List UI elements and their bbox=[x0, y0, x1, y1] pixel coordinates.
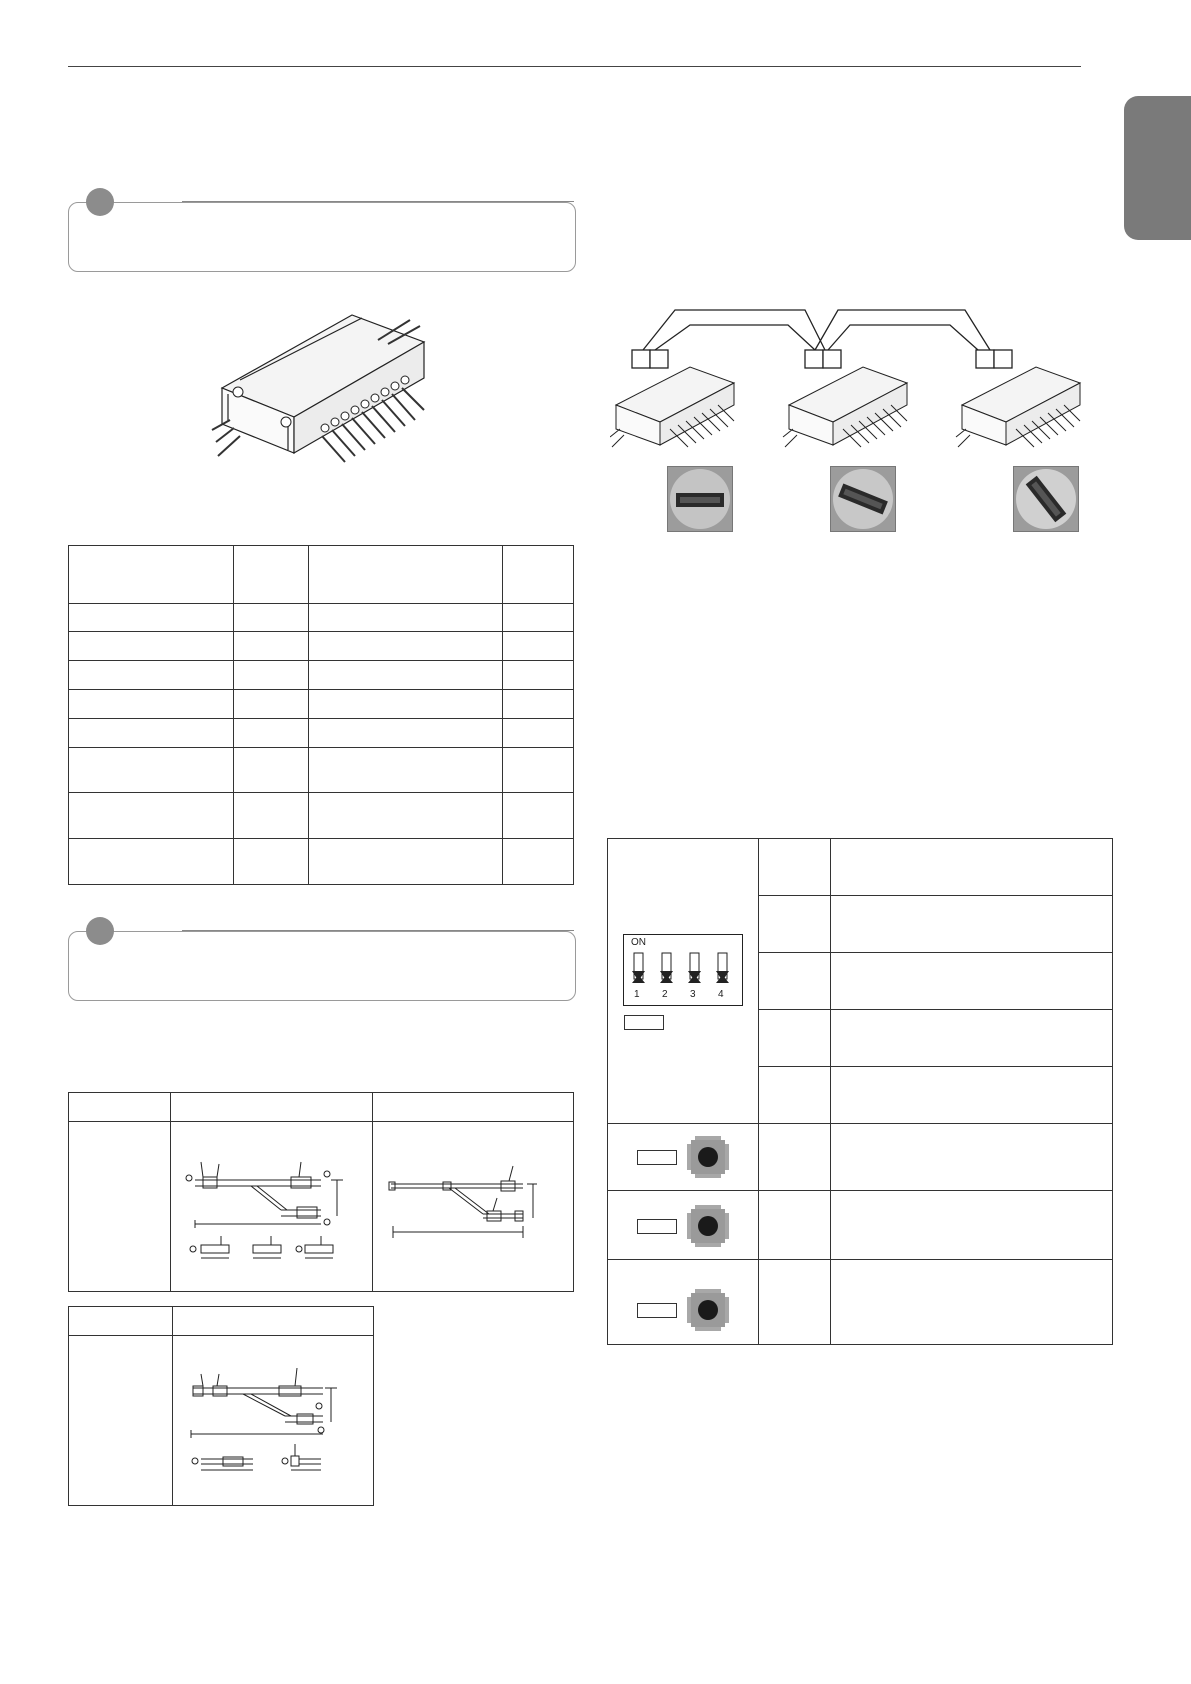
branch-pipe-drawing-3 bbox=[173, 1336, 374, 1506]
knob-row-1 bbox=[608, 1124, 759, 1191]
note-1-header-line bbox=[182, 201, 574, 202]
dip-number-2: 2 bbox=[662, 989, 668, 1000]
header-rule bbox=[68, 66, 1081, 67]
note-2-header-line bbox=[182, 930, 574, 931]
indoor-unit-illustration bbox=[210, 310, 430, 470]
rotary-switch-photo-1 bbox=[667, 466, 733, 532]
knob-row-2 bbox=[608, 1191, 759, 1260]
knob-row-3 bbox=[608, 1260, 759, 1345]
rotary-switch-photo-3 bbox=[1013, 466, 1079, 532]
spec-table bbox=[68, 545, 574, 885]
note-box-2 bbox=[68, 931, 576, 1001]
note-1-icon bbox=[86, 188, 114, 216]
knob-label-box-3 bbox=[637, 1303, 677, 1318]
branch-pipe-table-2 bbox=[68, 1306, 374, 1506]
rotary-knob-icon-2[interactable] bbox=[687, 1205, 729, 1247]
note-2-icon bbox=[86, 917, 114, 945]
rotary-knob-icon-1[interactable] bbox=[687, 1136, 729, 1178]
knob-label-box-2 bbox=[637, 1219, 677, 1234]
note-box-1 bbox=[68, 202, 576, 272]
dip-switch-label-box bbox=[624, 1015, 664, 1030]
section-side-tab[interactable] bbox=[1124, 96, 1191, 240]
rotary-knob-icon-3[interactable] bbox=[687, 1289, 729, 1331]
branch-pipe-table-1 bbox=[68, 1092, 574, 1292]
branch-pipe-drawing-1 bbox=[171, 1122, 373, 1292]
dip-on-label: ON bbox=[631, 937, 646, 948]
rotary-switch-photo-2 bbox=[830, 466, 896, 532]
dip-switch-block[interactable] bbox=[623, 934, 743, 1006]
dip-number-3: 3 bbox=[690, 989, 696, 1000]
dip-switch-cell bbox=[608, 839, 759, 1124]
dip-number-4: 4 bbox=[718, 989, 724, 1000]
linked-units-illustration bbox=[610, 305, 1120, 465]
switch-settings-table bbox=[607, 838, 1113, 1345]
knob-label-box-1 bbox=[637, 1150, 677, 1165]
branch-pipe-drawing-2 bbox=[373, 1122, 574, 1292]
dip-number-1: 1 bbox=[634, 989, 640, 1000]
